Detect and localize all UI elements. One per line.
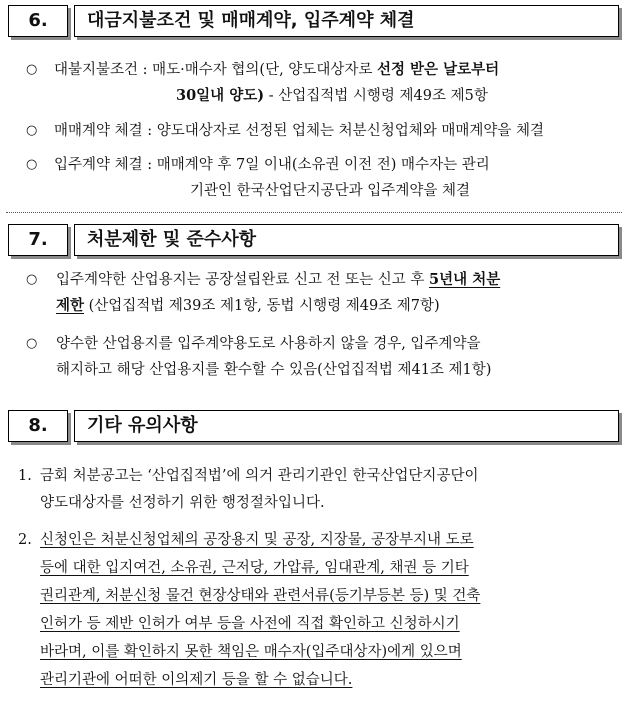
item-bold-text: 선정 받은 날로부터 [376,61,500,78]
section-6-item-3-line-2 [190,181,470,201]
section-7-item-1-line-1 [56,270,500,290]
section-8-item-2-line-3: 권리관계, 처분신청 물건 현장상태와 관련서류(등기부등본 등) 및 건축 [40,588,481,604]
section-8-item-2-line-5: 바라며, 이를 확인하지 못한 책임은 매수자(입주대상자)에게 있으며 [40,644,462,660]
section-6-title: 대금지불조건 및 매매계약, 입주계약 체결 [74,5,619,37]
item-text: 양수한 산업용지를 입주계약용도로 사용하지 않을 경우, 입주계약을 [56,336,481,352]
hollow-circle-bullet-icon: ○ [26,123,38,138]
item-bold-underlined-text: 제한 [56,297,85,314]
item-text: (산업집적법 제39조 제1항, 동법 시행령 제49조 제7항) [88,298,440,314]
hollow-circle-bullet-icon: ○ [26,272,38,287]
item-text: 매매계약 후 7일 이내(소유권 이전 전) 매수자는 관리 [156,157,490,173]
section-6-item-2-line-1 [54,121,544,141]
section-6-item-3-line-1 [54,155,490,175]
item-text: 양도대상자로 선정된 업체는 처분신청업체와 매매계약을 체결 [156,123,544,139]
item-bold-underlined-text: 5년내 처분 [429,271,501,288]
item-text: 기관인 한국산업단지공단과 입주계약을 체결 [190,183,470,199]
section-6-item-1-line-1 [54,60,499,80]
section-7-number: 7. [8,224,68,256]
section-8-item-2-line-1: 신청인은 처분신청업체의 공장용지 및 공장, 지장물, 공장부지내 도로 [40,532,474,548]
section-8-item-2-number: 2. [18,532,32,548]
section-6-number: 6. [8,5,68,37]
item-text: 해지하고 해당 산업용지를 환수할 수 있음(산업집적법 제41조 제1항) [56,362,492,378]
section-6-item-1-line-2 [176,86,488,106]
section-8-number: 8. [8,410,68,442]
section-8-item-2-line-6: 관리기관에 어떠한 이의제기 등을 할 수 없습니다. [40,672,353,688]
section-8-item-2-line-4: 인허가 등 제반 인허가 여부 등을 사전에 직접 확인하고 신청하시기 [40,616,460,632]
section-8-item-1-line-2: 양도대상자를 선정하기 위한 행정절차입니다. [40,495,325,511]
section-8-item-1-number: 1. [18,468,32,484]
hollow-circle-bullet-icon: ○ [26,62,38,77]
section-divider [6,212,622,213]
item-label: 입주계약 체결 : [54,157,153,173]
item-text: 매도·매수자 협의(단, 양도대상자로 [152,62,373,78]
item-text: - 산업집적법 시행령 제49조 제5항 [268,88,488,104]
section-8-item-1-line-1: 금회 처분공고는 ‘산업집적법’에 의거 관리기관인 한국산업단지공단이 [40,468,479,484]
section-7-item-2-line-1 [56,334,480,354]
section-8-title: 기타 유의사항 [74,410,619,442]
section-7-item-2-line-2 [56,360,491,380]
hollow-circle-bullet-icon: ○ [26,336,38,351]
section-7-item-1-line-2 [56,296,440,316]
hollow-circle-bullet-icon: ○ [26,157,38,172]
section-7-title: 처분제한 및 준수사항 [74,224,619,256]
item-label: 매매계약 체결 : [54,123,153,139]
item-bold-text: 30일내 양도) [176,87,265,104]
section-8-item-2-line-2: 등에 대한 입지여건, 소유권, 근저당, 가압류, 임대관계, 채권 등 기타 [40,560,469,576]
item-text: 입주계약한 산업용지는 공장설립완료 신고 전 또는 신고 후 [56,272,425,288]
item-label: 대불지불조건 : [54,62,148,78]
